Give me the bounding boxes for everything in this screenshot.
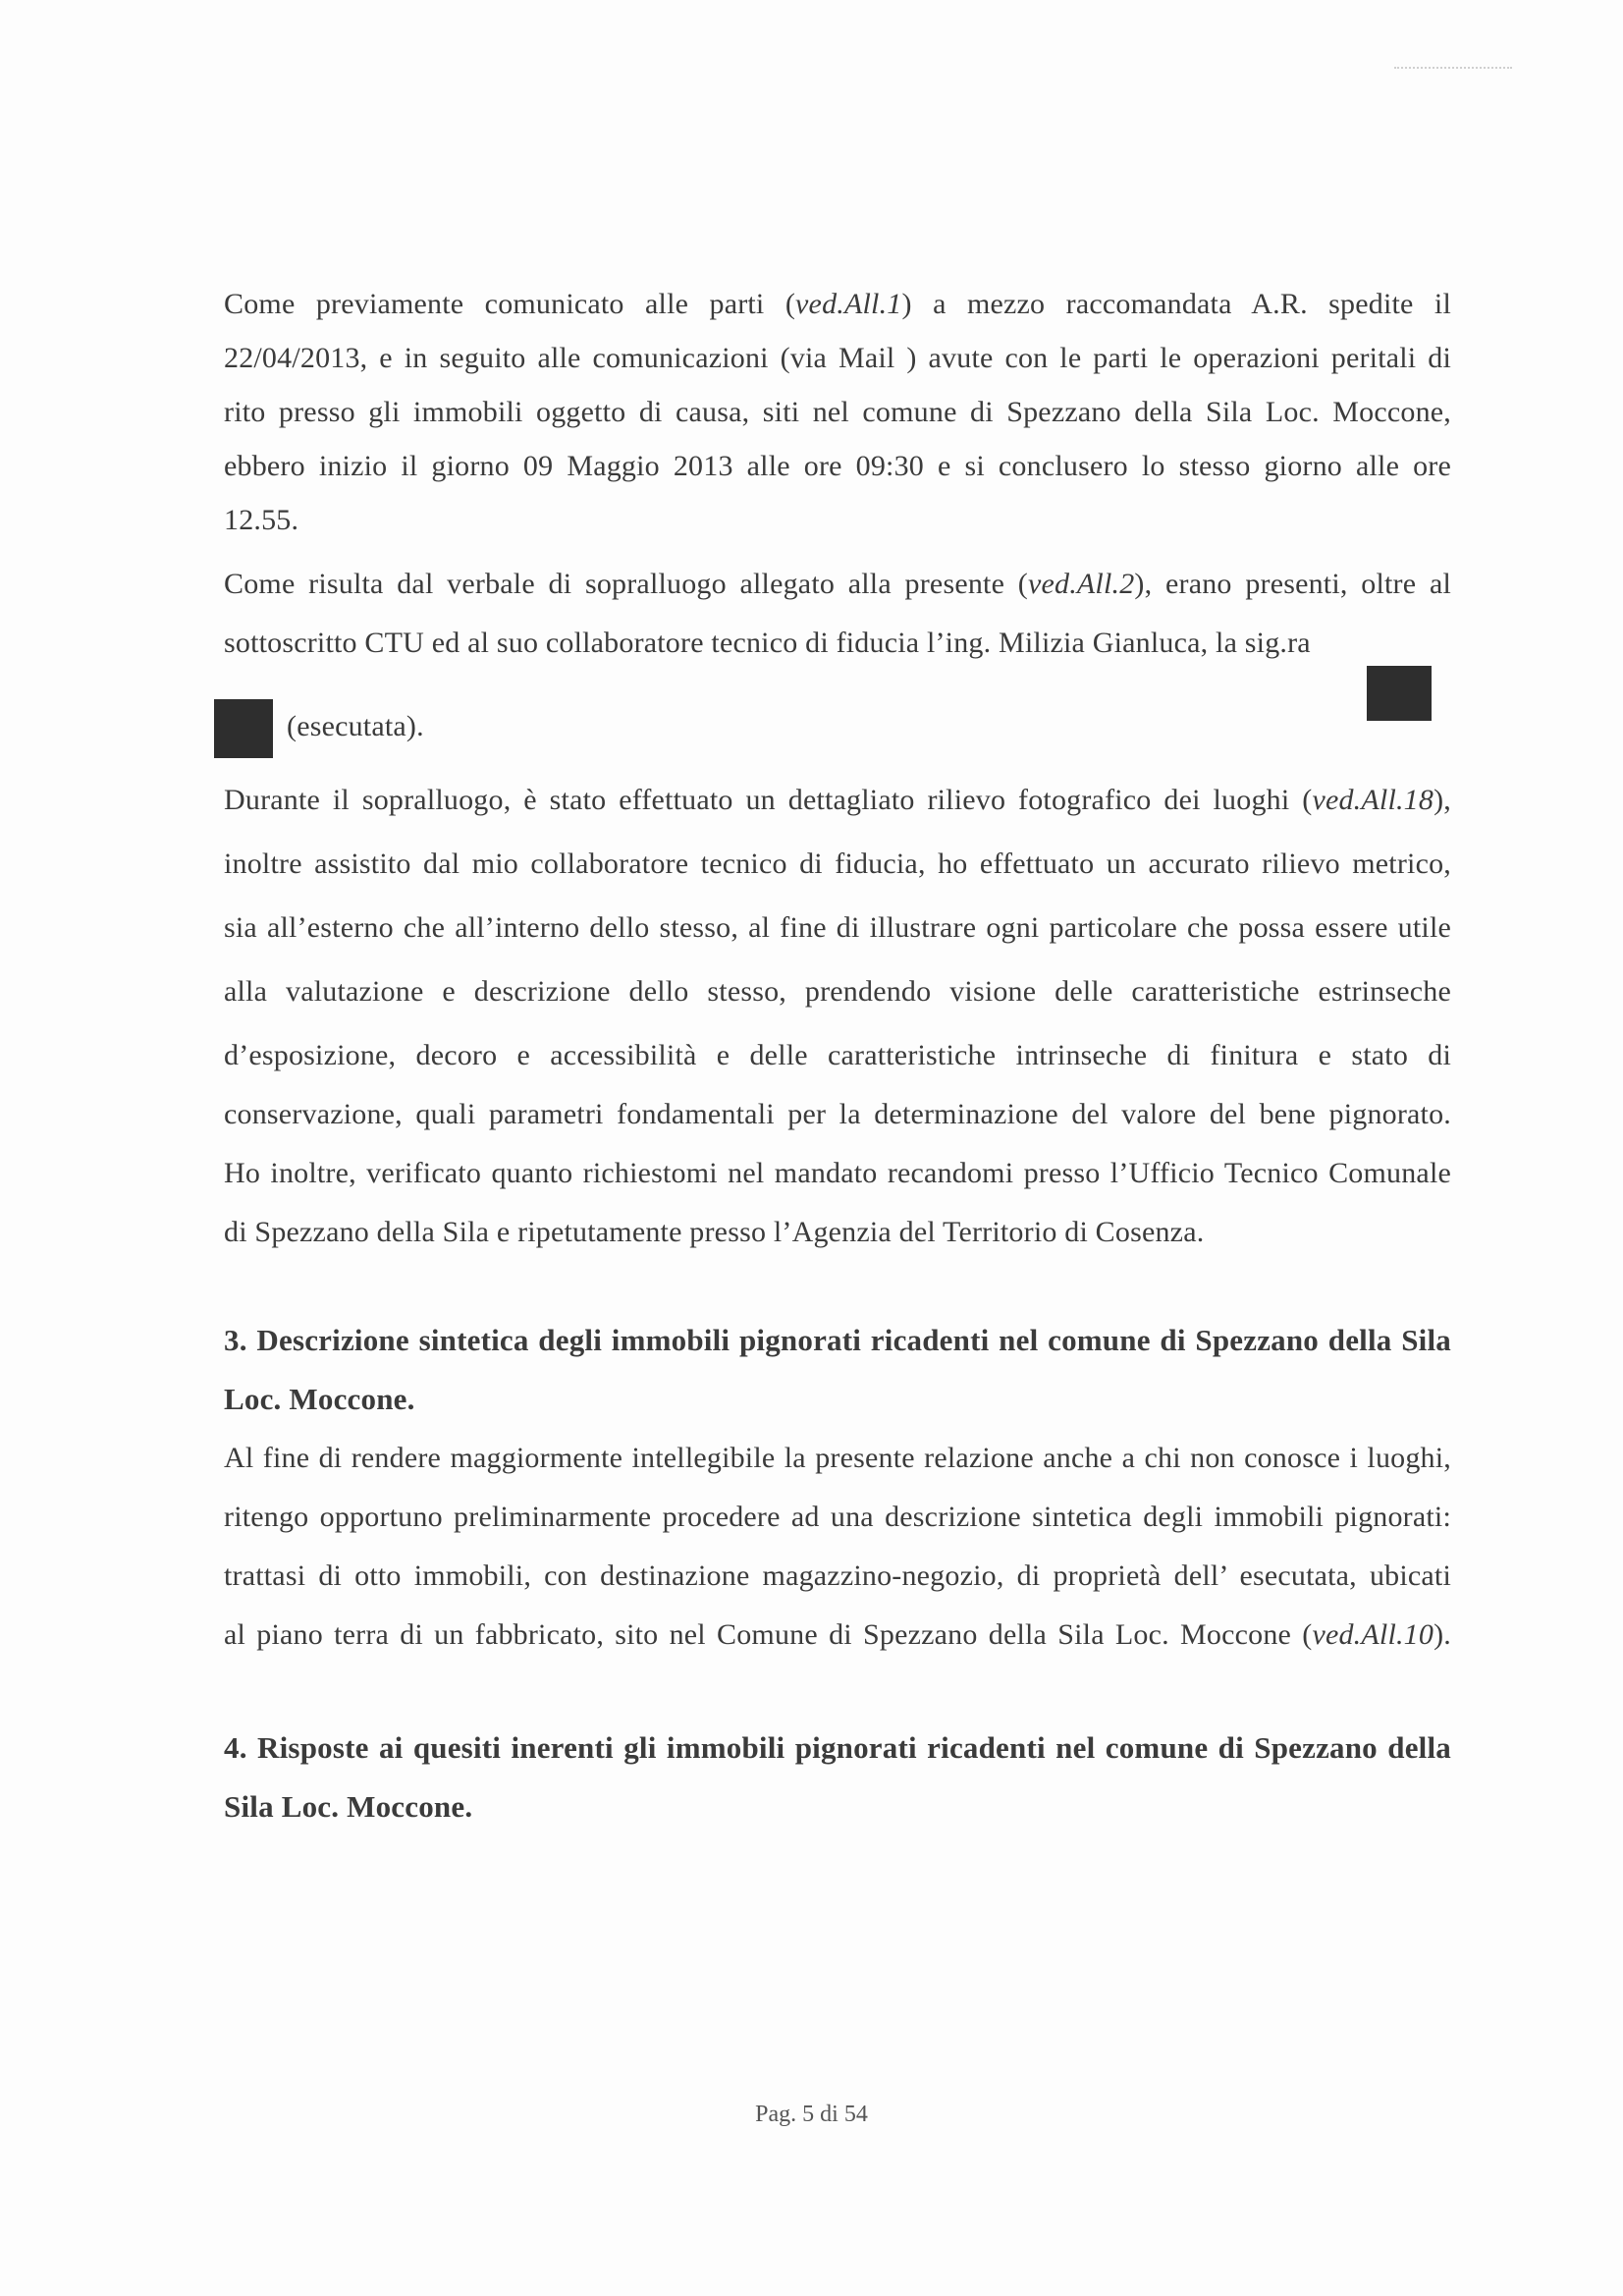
paragraph-3-line-5: d’esposizione, decoro e accessibilità e delle caratteristiche intrinseche di finitura e stato di	[224, 1039, 1451, 1071]
page-number: Pag. 5 di 54	[755, 2102, 868, 2127]
paragraph-3-line-3: sia all’esterno che all’interno dello stesso, al fine di illustrare ogni particolare che possa essere utile	[224, 911, 1451, 944]
paragraph-3-line-8: di Spezzano della Sila e ripetutamente presso l’Agenzia del Territorio di Cosenza.	[224, 1216, 1205, 1248]
section-4-heading: 4. Risposte ai quesiti inerenti gli immobili pignorati ricadenti nel comune di Spezzano della	[224, 1730, 1451, 1765]
attachment-reference: ved.All.1	[795, 288, 902, 320]
paragraph-1-line-2: 22/04/2013, e in seguito alle comunicazioni (via Mail ) avute con le parti le operazioni peritali di	[224, 342, 1451, 374]
section-4-heading-continued: Sila Loc. Moccone.	[224, 1789, 473, 1824]
section-3-heading-continued: Loc. Moccone.	[224, 1382, 415, 1416]
paragraph-3-line-6: conservazione, quali parametri fondamentali per la determinazione del valore del bene pignorato.	[224, 1098, 1451, 1130]
section-3-line-4: al piano terra di un fabbricato, sito nel Comune di Spezzano della Sila Loc. Moccone (ved.All.10).	[224, 1618, 1451, 1651]
attachment-reference: ved.All.10	[1312, 1618, 1434, 1651]
paragraph-3-line-7: Ho inoltre, verificato quanto richiestomi nel mandato recandomi presso l’Ufficio Tecnico Comunale	[224, 1157, 1451, 1189]
redaction-box	[214, 699, 273, 758]
paragraph-2-line-1: Come risulta dal verbale di sopralluogo allegato alla presente (ved.All.2), erano presenti, oltre al	[224, 568, 1451, 600]
paragraph-3-line-2: inoltre assistito dal mio collaboratore tecnico di fiducia, ho effettuato un accurato rilievo metrico,	[224, 847, 1451, 880]
attachment-reference: ved.All.2	[1027, 568, 1135, 600]
paragraph-1-line-3: rito presso gli immobili oggetto di causa, siti nel comune di Spezzano della Sila Loc. Moccone,	[224, 396, 1451, 428]
paragraph-3-line-4: alla valutazione e descrizione dello stesso, prendendo visione delle caratteristiche estrinseche	[224, 975, 1451, 1008]
scan-artifact	[1394, 67, 1512, 73]
attachment-reference: ved.All.18	[1312, 784, 1434, 816]
section-3-heading: 3. Descrizione sintetica degli immobili pignorati ricadenti nel comune di Spezzano della Sila	[224, 1323, 1451, 1357]
section-3-line-2: ritengo opportuno preliminarmente procedere ad una descrizione sintetica degli immobili pignorati:	[224, 1501, 1451, 1533]
paragraph-2-line-2: sottoscritto CTU ed al suo collaboratore tecnico di fiducia l’ing. Milizia Gianluca, la sig.ra	[224, 627, 1311, 659]
section-3-line-1: Al fine di rendere maggiormente intellegibile la presente relazione anche a chi non conosce i luoghi,	[224, 1442, 1451, 1474]
paragraph-1-line-4: ebbero inizio il giorno 09 Maggio 2013 alle ore 09:30 e si conclusero lo stesso giorno alle ore	[224, 450, 1451, 482]
paragraph-2-line-3: (esecutata).	[287, 710, 424, 742]
redaction-box	[1367, 666, 1432, 721]
paragraph-1-line-5: 12.55.	[224, 504, 299, 536]
paragraph-1-line-1: Come previamente comunicato alle parti (ved.All.1) a mezzo raccomandata A.R. spedite il	[224, 288, 1451, 320]
paragraph-3-line-1: Durante il sopralluogo, è stato effettuato un dettagliato rilievo fotografico dei luoghi (ved.All.18),	[224, 784, 1451, 816]
section-3-line-3: trattasi di otto immobili, con destinazione magazzino-negozio, di proprietà dell’ esecutata, ubicati	[224, 1559, 1451, 1592]
